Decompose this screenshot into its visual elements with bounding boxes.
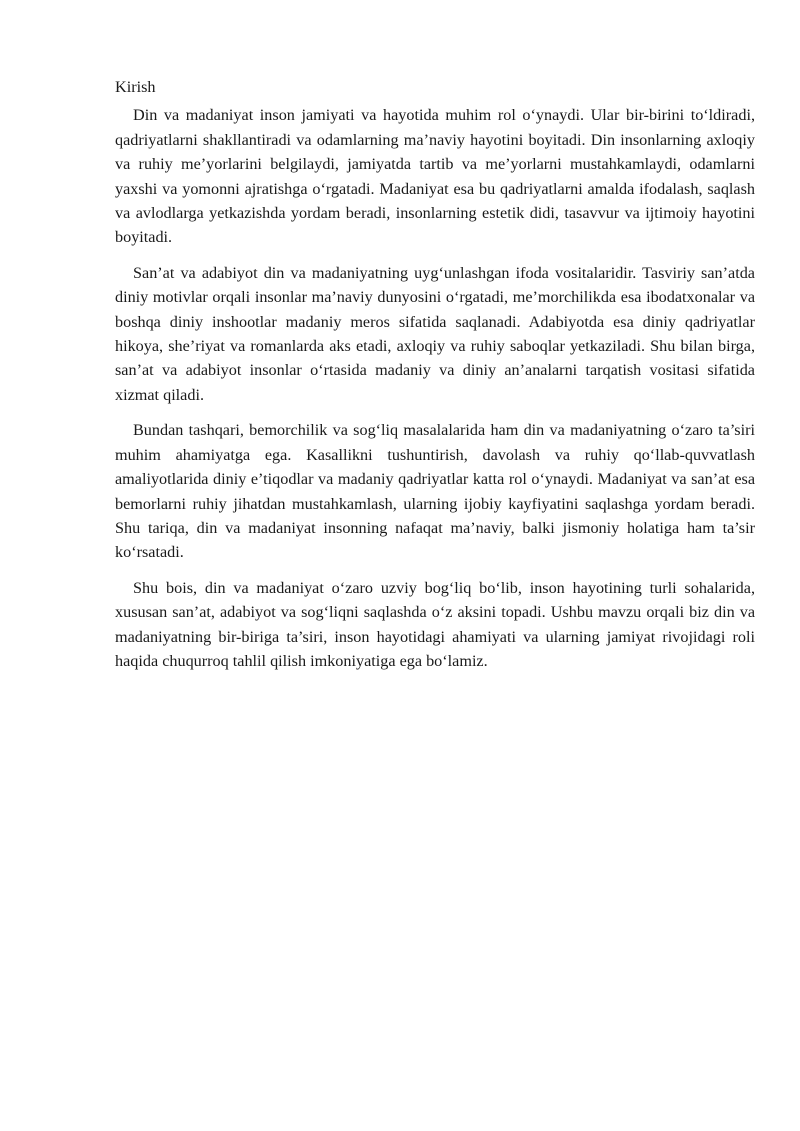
document-page xyxy=(115,75,755,684)
paragraph-1: Din va madaniyat inson jamiyati va hayotida muhim rol o‘ynaydi. Ular bir-birini to‘ldiradi, qadriyatlarni shakllantiradi va odamlarning ma’naviy hayotini boyitadi. Din insonlarning axloqiy va ruhiy me’yorlarini belgilaydi, jamiyatda tartib va me’yorlarni mustahkamlaydi, odamlarni yaxshi va yomonni ajratishga o‘rgatadi. Madaniyat esa bu qadriyatlarni amalda ifodalash, saqlash va avlodlarga yetkazishda yordam beradi, insonlarning estetik didi, tasavvur va ijtimoiy hayotini boyitadi. xyxy=(115,106,755,247)
section-heading: Kirish xyxy=(115,78,156,96)
paragraph-4: Shu bois, din va madaniyat o‘zaro uzviy bog‘liq bo‘lib, inson hayotining turli sohalarida, xususan san’at, adabiyot va sog‘liqni saqlashda o‘z aksini topadi. Ushbu mavzu orqali biz din va madaniyatning bir-biriga ta’siri, inson hayotidagi ahamiyati va ularning jamiyat rivojidagi roli haqida chuqurroq tahlil qilish imkoniyatiga ega bo‘lamiz. xyxy=(115,578,755,670)
paragraph-3: Bundan tashqari, bemorchilik va sog‘liq masalalarida ham din va madaniyatning o‘zaro ta’siri muhim ahamiyatga ega. Kasallikni tushuntirish, davolash va ruhiy qo‘llab-quvvatlash amaliyotlarida diniy e’tiqodlar va madaniy qadriyatlar katta rol o‘ynaydi. Madaniyat va san’at esa bemorlarni ruhiy jihatdan mustahkamlash, ularning ijobiy kayfiyatini saqlashga yordam beradi. Shu tariqa, din va madaniyat insonning nafaqat ma’naviy, balki jismoniy holatiga ham ta’sir ko‘rsatadi. xyxy=(115,421,755,562)
paragraph-2: San’at va adabiyot din va madaniyatning uyg‘unlashgan ifoda vositalaridir. Tasviriy san’atda diniy motivlar orqali insonlar ma’naviy dunyosini o‘rgatadi, me’morchilikda esa ibodatxonalar va boshqa diniy inshootlar madaniy meros sifatida saqlanadi. Adabiyotda esa diniy qadriyatlar hikoya, she’riyat va romanlarda aks etadi, axloqiy va ruhiy saboqlar yetkaziladi. Shu bilan birga, san’at va adabiyot insonlar o‘rtasida madaniy va diniy an’analarni tarqatish vositasi sifatida xizmat qiladi. xyxy=(115,263,755,404)
